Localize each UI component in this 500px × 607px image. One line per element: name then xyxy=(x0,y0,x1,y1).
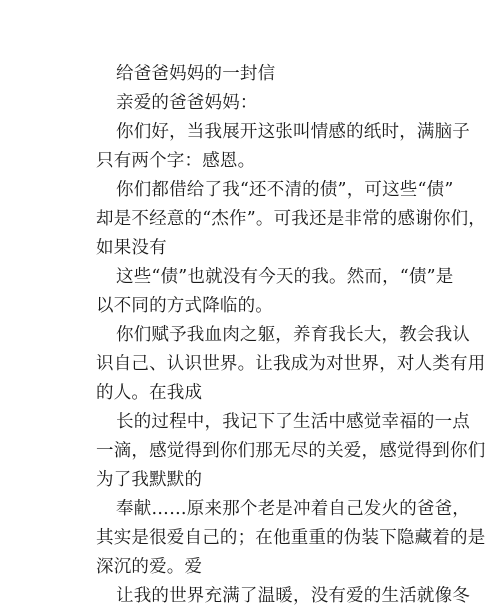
text-line: 以不同的方式降临的。 xyxy=(96,296,273,316)
text-line: 却是不经意的“杰作”。可我还是非常的感谢你们， xyxy=(96,209,486,229)
text-line: 如果没有 xyxy=(96,238,167,258)
text-line: 一滴，感觉得到你们那无尽的关爱，感觉得到你们 xyxy=(96,441,486,461)
letter-salutation: 亲爱的爸爸妈妈： xyxy=(116,93,258,113)
letter-title: 给爸爸妈妈的一封信 xyxy=(116,64,276,84)
text-line: 这些“债”也就没有今天的我。然而，“债”是 xyxy=(116,267,454,287)
text-line: 识自己、认识世界。让我成为对世界，对人类有用 xyxy=(96,354,486,374)
text-line: 深沉的爱。爱 xyxy=(96,557,203,577)
text-line: 为了我默默的 xyxy=(96,470,203,490)
text-line: 奉献……原来那个老是冲着自己发火的爸爸， xyxy=(116,499,470,519)
text-line: 只有两个字：感恩。 xyxy=(96,151,256,171)
text-line: 你们都借给了我“还不清的债”，可这些“债” xyxy=(116,180,454,200)
text-line: 让我的世界充满了温暖，没有爱的生活就像冬 xyxy=(116,586,470,606)
text-line: 你们赋予我血肉之躯，养育我长大，教会我认 xyxy=(116,325,470,345)
text-line: 的人。在我成 xyxy=(96,383,203,403)
text-line: 你们好，当我展开这张叫情感的纸时，满脑子 xyxy=(116,122,470,142)
text-line: 长的过程中，我记下了生活中感觉幸福的一点 xyxy=(116,412,470,432)
text-line: 其实是很爱自己的；在他重重的伪装下隐藏着的是 xyxy=(96,528,486,548)
